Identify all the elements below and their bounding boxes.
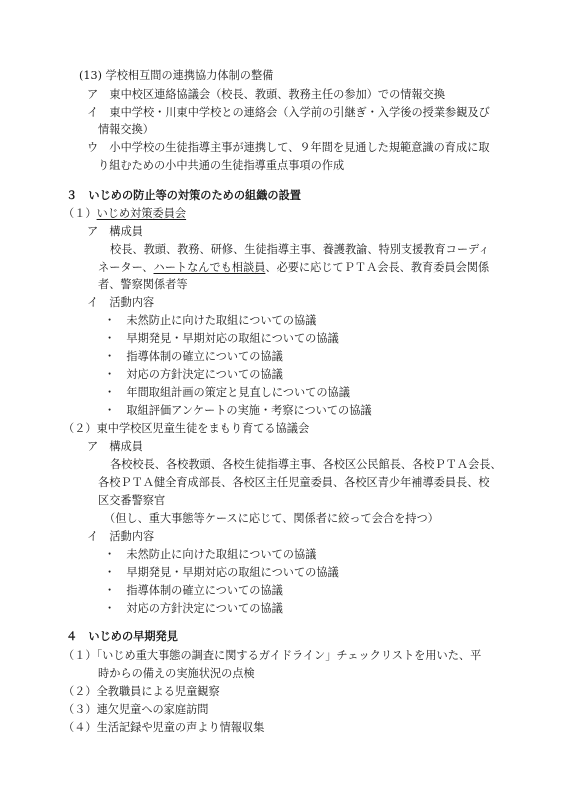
section-4-item-4: （４）生活記録や児童の声より情報収集 (63, 721, 265, 734)
section-4-item-3: （３）連欠児童への家庭訪問 (63, 703, 209, 716)
subsection-1-members-line1: 校長、教頭、教務、研修、生徒指導主事、養護教諭、特別支援教育コーディ (110, 243, 490, 256)
subsection-1-name: いじめ対策委員会 (96, 207, 187, 220)
subsection-2-members-line1: 各校校長、各校教頭、各校生徒指導主事、各校区公民館長、各校ＰＴＡ会長、 (110, 458, 502, 471)
subsection-1-members-line3: 者、警察関係者等 (98, 278, 188, 291)
section-4-item-1-line2: 時からの備えの実施状況の点検 (98, 667, 255, 680)
members-text: ネーター、 (98, 261, 154, 274)
section-13-item-u-line1: ウ 小中学校の生徒指導主事が連携して、９年間を見通した規範意識の育成に取 (87, 141, 490, 154)
section-4-heading: ４ いじめの早期発見 (66, 630, 178, 643)
list-item: ・ 未然防止に向けた取組についての協議 (104, 548, 317, 561)
subsection-1-members-line2 (98, 261, 489, 275)
heart-counselor-term: ハートなんでも相談員 (153, 261, 266, 274)
list-item: ・ 早期発見・早期対応の取組についての協議 (104, 332, 339, 345)
section-13-item-a: ア 東中校区連絡協議会（校長、教頭、教務主任の参加）での情報交換 (87, 88, 446, 101)
subsection-1-members-label: ア 構成員 (87, 225, 143, 238)
section-13-item-i-line1: イ 東中学校・川東中学校との連絡会（入学前の引継ぎ・入学後の授業参観及び (87, 106, 490, 119)
section-3-heading: ３ いじめの防止等の対策のための組織の設置 (66, 189, 301, 202)
subsection-2-title: （２）東中学校区児童生徒をまもり育てる協議会 (63, 422, 310, 435)
list-item: ・ 対応の方針決定についての協議 (104, 368, 283, 381)
subsection-1-number: （１） (63, 207, 97, 220)
subsection-2-note: （但し、重大事態等ケースに応じて、関係者に絞って会合を持つ） (104, 512, 439, 525)
subsection-2-members-line3: 区交番警察官 (98, 494, 166, 507)
subsection-1-title (63, 207, 186, 221)
members-text: 、必要に応じてＰＴＡ会長、教育委員会関係 (265, 261, 490, 274)
section-4-item-2: （２）全教職員による児童観察 (63, 685, 220, 698)
list-item: ・ 未然防止に向けた取組についての協議 (104, 314, 317, 327)
subsection-2-members-line2: 各校ＰＴＡ健全育成部長、各校区主任児童委員、各校区青少年補導委員長、校 (98, 476, 490, 489)
list-item: ・ 取組評価アンケートの実施・考察についての協議 (104, 404, 372, 417)
subsection-1-activities-label: イ 活動内容 (87, 296, 155, 309)
section-4-item-1-line1: （１）「いじめ重大事態の調査に関するガイドライン」チェックリストを用いた、平 (63, 649, 482, 662)
list-item: ・ 対応の方針決定についての協議 (104, 602, 283, 615)
subsection-2-members-label: ア 構成員 (87, 440, 143, 453)
list-item: ・ 指導体制の確立についての協議 (104, 350, 283, 363)
section-13-item-i-line2: 情報交換） (98, 123, 154, 136)
section-13-title: (13) 学校相互間の連携協力体制の整備 (79, 69, 274, 82)
list-item: ・ 早期発見・早期対応の取組についての協議 (104, 566, 339, 579)
section-13-item-u-line2: り組むための小中共通の生徒指導重点事項の作成 (98, 159, 345, 172)
subsection-2-activities-label: イ 活動内容 (87, 530, 155, 543)
list-item: ・ 年間取組計画の策定と見直しについての協議 (104, 386, 350, 399)
list-item: ・ 指導体制の確立についての協議 (104, 584, 283, 597)
